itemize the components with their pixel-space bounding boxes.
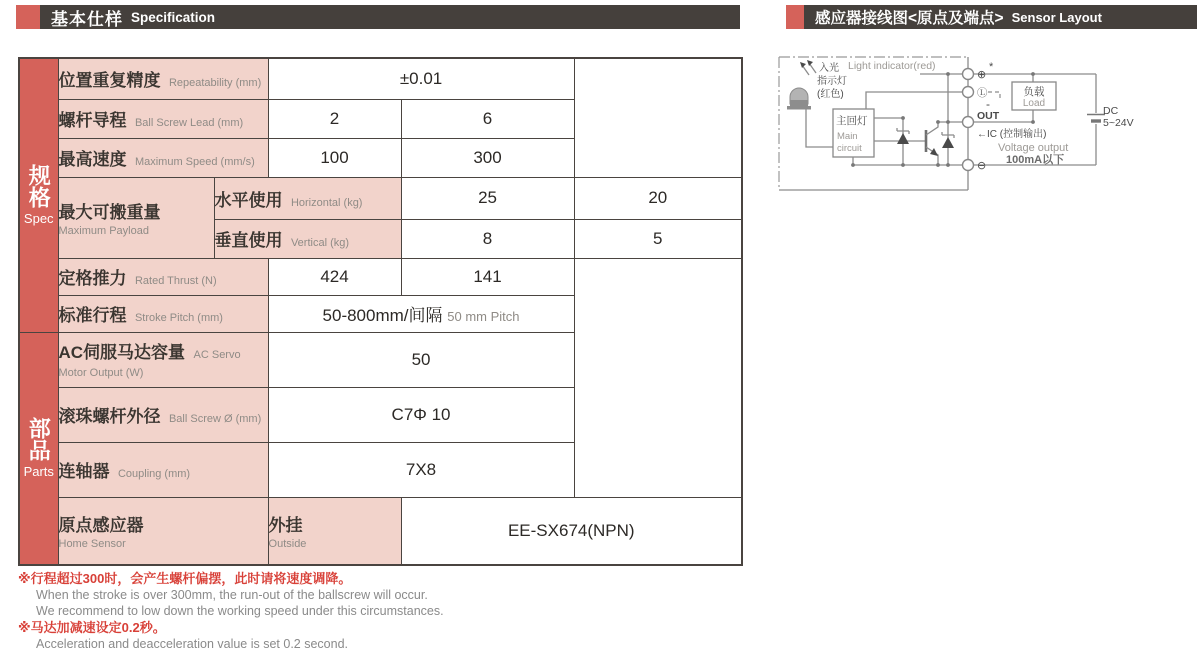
table-row-home-sensor <box>19 497 742 565</box>
junction-dot <box>936 163 940 167</box>
spec-section-header <box>16 5 740 29</box>
row-label <box>58 442 268 497</box>
dc-voltage-label: 5~24V <box>1103 117 1134 129</box>
row-value-1: 8 <box>401 219 574 258</box>
table-row-repeatability <box>19 58 742 99</box>
row-value: EE-SX674(NPN) <box>401 497 742 565</box>
row-label-payload <box>58 177 214 258</box>
terminal-plus <box>963 69 974 80</box>
spec-title-zh: 基本仕样 <box>51 9 123 29</box>
load-label-zh: 负载 <box>1023 86 1045 98</box>
value-sub: 50 mm Pitch <box>447 309 520 324</box>
junction-dot <box>1031 120 1035 124</box>
row-value-2: 141 <box>401 258 574 295</box>
label-en: Rated Thrust (N) <box>134 275 217 287</box>
sensor-wiring-diagram <box>770 48 1200 206</box>
footnote-line: Acceleration and deacceleration value is set 0.2 second. <box>36 637 348 651</box>
label-en: Repeatability (mm) <box>168 77 262 90</box>
junction-dot <box>936 120 940 124</box>
spec-title-en: Specification <box>131 9 216 25</box>
junction-dot <box>901 116 905 120</box>
ic-output-label: ←IC (控制输出) <box>977 129 1047 140</box>
terminal-l-minus: - <box>986 97 990 111</box>
junction-dot <box>851 163 855 167</box>
row-value-2: 5 <box>574 219 742 258</box>
junction-dot <box>901 163 905 167</box>
terminal-minus-label: ⊖ <box>977 160 987 172</box>
led-label-line2: 指示灯 <box>817 76 847 87</box>
section-header-spec <box>19 58 58 332</box>
junction-dot <box>946 72 950 76</box>
section-label-zh: 部品 <box>26 417 52 462</box>
row-label <box>58 99 268 138</box>
sensor-section-header <box>786 5 1197 29</box>
table-row-coupling <box>19 442 742 497</box>
sensor-title-zh: 感应器接线图<原点及端点> <box>815 10 1004 27</box>
zener2-diode <box>942 137 954 148</box>
led-label-line1: 入光 <box>819 63 839 74</box>
row-value-1: 2 <box>268 99 401 138</box>
junction-dot <box>1031 72 1035 76</box>
table-row-speed <box>19 138 742 177</box>
label-zh: 最高速度 <box>58 150 127 169</box>
row-value-1: 424 <box>268 258 401 295</box>
row-sublabel <box>214 219 401 258</box>
red-accent-square <box>16 5 40 29</box>
row-value-1: 25 <box>401 177 574 219</box>
label-zh: AC伺服马达容量 <box>58 343 186 362</box>
row-value: C7Φ 10 <box>268 387 574 442</box>
label-zh: 标准行程 <box>58 306 127 325</box>
row-label <box>58 332 268 387</box>
row-value-1: 100 <box>268 138 401 177</box>
label-en: AC Servo Motor Output (W) <box>58 349 241 379</box>
terminal-l-label: Ⓛ <box>977 87 988 99</box>
main-circuit-en2: circuit <box>837 143 862 154</box>
led-label-line3: (红色) <box>817 89 844 100</box>
led-lead <box>806 109 833 147</box>
label-en: Home Sensor <box>58 538 126 551</box>
transistor-collector <box>926 122 938 135</box>
label-en: Coupling (mm) <box>117 468 191 480</box>
label-zh: 定格推力 <box>58 269 127 288</box>
section-label-zh: 规格 <box>26 164 52 209</box>
sensor-title-en: Sensor Layout <box>1011 9 1102 25</box>
section-header-parts <box>19 332 58 565</box>
row-value <box>268 295 574 332</box>
main-circuit-zh: 主回灯 <box>836 115 868 127</box>
label-en: Horizontal (kg) <box>290 196 363 209</box>
light-indicator-label: Light indicator(red) <box>848 60 936 72</box>
specification-table <box>18 57 743 566</box>
label-zh: 外挂 <box>268 516 303 536</box>
value-main: 50-800mm/间隔 <box>322 306 443 325</box>
row-label <box>58 138 268 177</box>
junction-dot <box>946 120 950 124</box>
footnotes <box>18 570 728 652</box>
table-row-ballscrew <box>19 387 742 442</box>
row-label <box>58 58 268 99</box>
section-label-en: Parts <box>23 464 54 480</box>
label-zh: 连轴器 <box>58 462 110 481</box>
label-zh: 最大可搬重量 <box>58 203 161 222</box>
zener1-diode <box>897 133 909 144</box>
label-en: Stroke Pitch (mm) <box>134 312 223 324</box>
label-zh: 螺杆导程 <box>58 111 127 130</box>
red-accent-square <box>786 5 804 29</box>
label-en: Maximum Payload <box>58 225 149 237</box>
table-row-stroke <box>19 295 742 332</box>
label-zh: 原点感应器 <box>58 516 144 536</box>
terminal-l <box>963 87 974 98</box>
footnote-line: We recommend to low down the working speed under this circumstances. <box>36 604 444 618</box>
table-row-lead <box>19 99 742 138</box>
led-base <box>787 106 811 110</box>
table-row-payload-horizontal <box>19 177 742 219</box>
label-zh: 水平使用 <box>214 190 283 210</box>
row-sublabel <box>214 177 401 219</box>
footnote-line: When the stroke is over 300mm, the run-out of the ballscrew will occur. <box>36 588 428 602</box>
dc-label: DC <box>1103 105 1119 117</box>
terminal-out-label: OUT <box>977 110 1000 122</box>
table-row-thrust <box>19 258 742 295</box>
spec-header-strip <box>40 5 740 29</box>
section-label-en: Spec <box>23 211 54 227</box>
label-zh: 滚珠螺杆外径 <box>58 407 161 426</box>
row-value-2: 300 <box>401 138 574 177</box>
label-zh: 位置重复精度 <box>58 71 161 91</box>
table-row-motor <box>19 332 742 387</box>
terminal-out <box>963 117 974 128</box>
label-en: Ball Screw Ø (mm) <box>168 413 262 425</box>
label-en: Maximum Speed (mm/s) <box>134 156 255 168</box>
row-label <box>58 258 268 295</box>
terminal-plus-label: ⊕ <box>977 69 987 81</box>
label-zh: 垂直使用 <box>214 231 283 250</box>
row-sublabel <box>268 497 401 565</box>
voltage-output-label: Voltage output <box>998 142 1069 154</box>
transistor-emitter <box>926 147 938 165</box>
label-en: Outside <box>268 538 307 551</box>
label-en: Vertical (kg) <box>290 237 350 249</box>
row-label <box>58 295 268 332</box>
terminal-plus-note: * <box>989 61 994 73</box>
main-circuit-en1: Main <box>837 131 858 142</box>
led-band <box>790 100 808 106</box>
footnote-line: ※马达加减速设定0.2秒。 <box>18 620 166 635</box>
current-limit-label: 100mA以下 <box>1006 154 1065 166</box>
emitter-arrowhead <box>930 148 938 156</box>
row-value: 50 <box>268 332 574 387</box>
terminal-minus <box>963 160 974 171</box>
label-en: Ball Screw Lead (mm) <box>134 117 244 129</box>
row-value: 7X8 <box>268 442 574 497</box>
row-value-2: 20 <box>574 177 742 219</box>
row-value-2: 6 <box>401 99 574 138</box>
load-label-en: Load <box>1022 98 1046 109</box>
junction-dot <box>946 163 950 167</box>
row-value: ±0.01 <box>268 58 574 99</box>
row-label <box>58 387 268 442</box>
sensor-header-strip <box>804 5 1197 29</box>
row-label <box>58 497 268 565</box>
footnote-line: ※行程超过300时，会产生螺杆偏摆，此时请将速度调降。 <box>18 571 352 586</box>
